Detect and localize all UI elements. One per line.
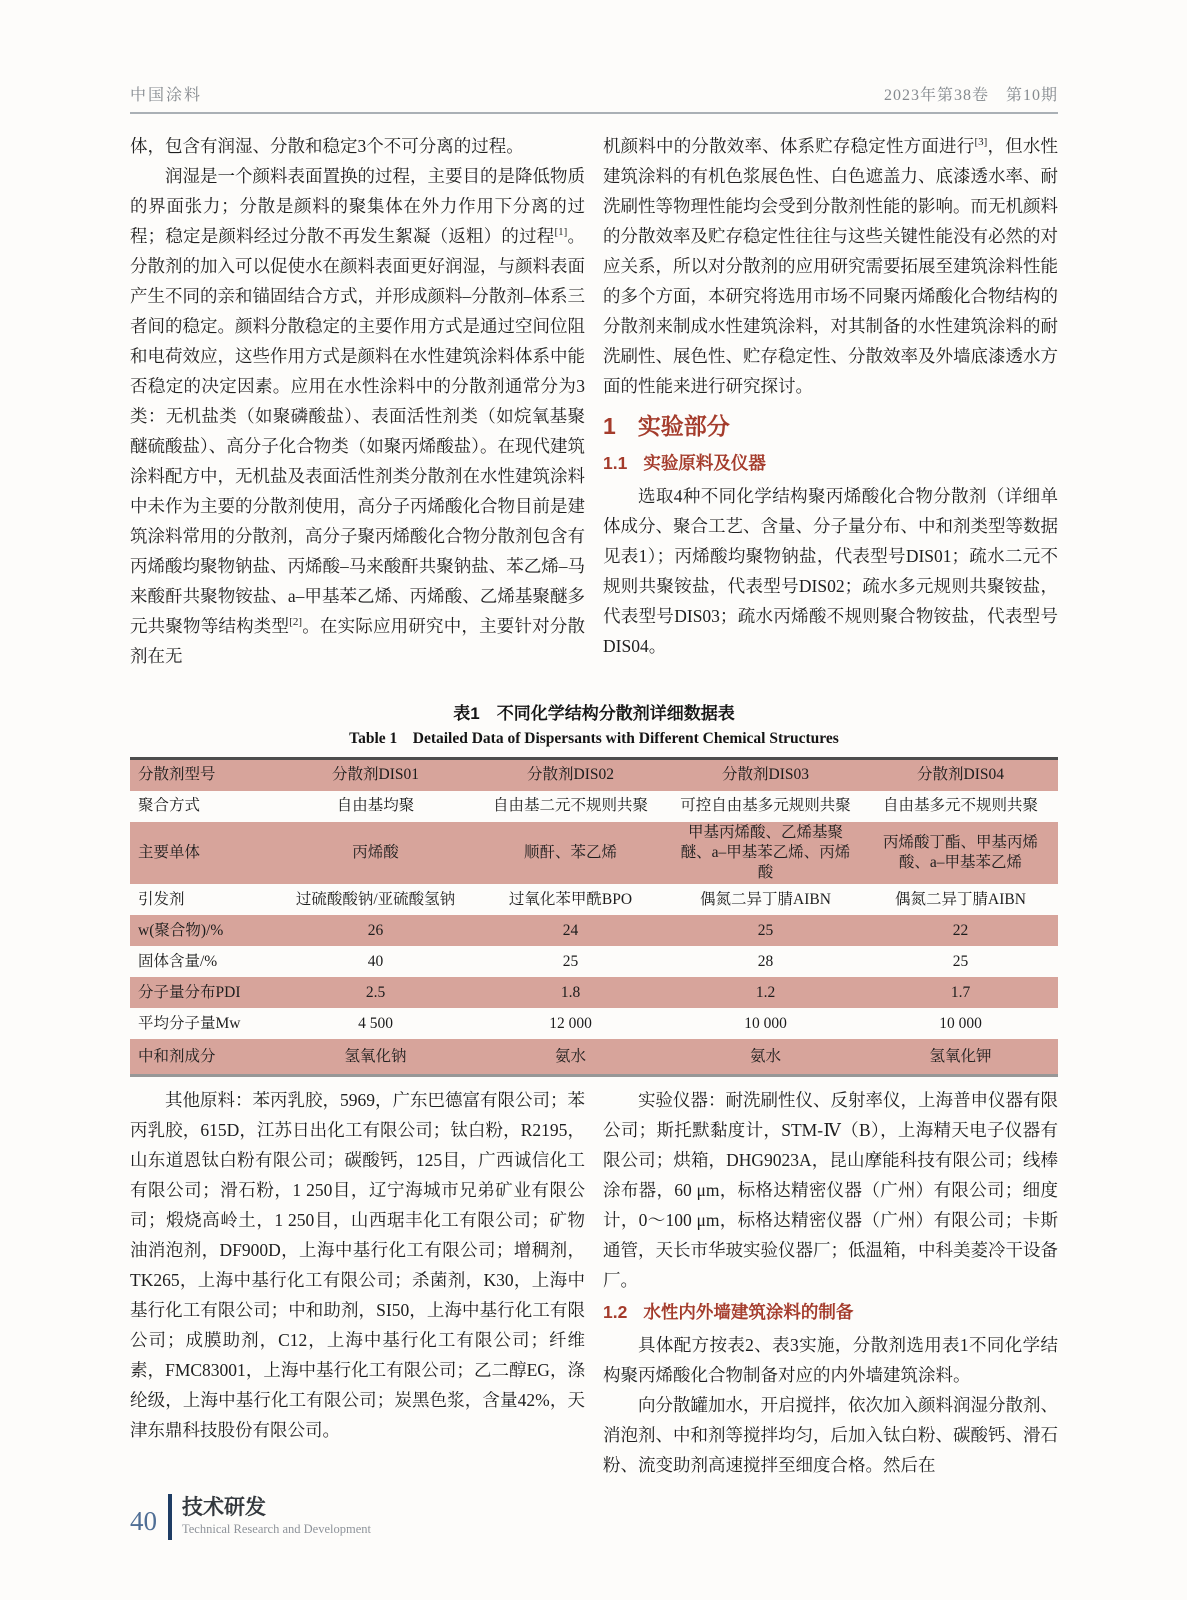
section-number: 1.2: [603, 1302, 628, 1322]
footer-divider-bar: [168, 1494, 172, 1540]
footer-section-en: Technical Research and Development: [182, 1522, 371, 1536]
table-cell: 氨水: [668, 1039, 863, 1076]
section-number: 1.1: [603, 453, 628, 473]
section-heading-1-1: [603, 448, 1058, 478]
footer-section: [182, 1496, 371, 1538]
table-cell: 24: [473, 915, 668, 946]
table-cell: 10 000: [744, 1014, 787, 1032]
table1-caption-en: Table 1 Detailed Data of Dispersants with Different Chemical Structures: [349, 730, 839, 747]
journal-name: 中国涂料: [130, 87, 203, 104]
paragraph: 选取4种不同化学结构聚丙烯酸化合物分散剂（详细单体成分、聚合工艺、含量、分子量分布、中和剂类型等数据见表1）；丙烯酸均聚物钠盐，代表型号DIS01；疏水二元不规则共聚铵盐，代表型号DIS02；疏水多元规则共聚铵盐，代表型号DIS03；疏水丙烯酸不规则聚合物铵盐，代表型号DIS04。: [603, 486, 1058, 656]
table-cell: w(聚合物)/%: [130, 915, 278, 946]
table-cell: 25: [562, 952, 579, 970]
paragraph: 润湿是一个颜料表面置换的过程，主要目的是降低物质的界面张力；分散是颜料的聚集体在外力作用下分离的过程；稳定是颜料经过分散不再发生絮凝（返粗）的过程[1]。分散剂的加入可以促使水在颜料表面更好润湿，与颜料表面产生不同的亲和锚固结合方式，并形成颜料–分散剂–体系三者间的稳定。颜料分散稳定的主要作用方式是通过空间位阻和电荷效应，这些作用方式是颜料在水性建筑涂料体系中能否稳定的决定因素。应用在水性涂料中的分散剂通常分为3类：无机盐类（如聚磷酸盐）、表面活性剂类（如烷氧基聚醚硫酸盐）、高分子化合物类（如聚丙烯酸盐）。在现代建筑涂料配方中，无机盐及表面活性剂类分散剂在水性建筑涂料中未作为主要的分散剂使用，高分子丙烯酸化合物目前是建筑涂料常用的分散剂，高分子聚丙烯酸化合物分散剂包含有丙烯酸均聚物钠盐、丙烯酸–马来酸酐共聚钠盐、苯乙烯–马来酸酐共聚物铵盐、a–甲基苯乙烯、丙烯酸、乙烯基聚醚多元共聚物等结构类型[2]。在实际应用研究中，主要针对分散剂在无: [130, 166, 586, 666]
footer-section-zh: 技术研发: [182, 1496, 266, 1519]
right-column-top: [603, 131, 1058, 671]
table-cell: 丙烯酸: [278, 822, 473, 884]
issue-info: 2023年第38卷 第10期: [883, 87, 1058, 104]
page-footer: [130, 1494, 371, 1540]
table-cell: 分子量分布PDI: [130, 977, 278, 1008]
table-cell: 引发剂: [138, 890, 185, 908]
table-cell: 25: [668, 915, 863, 946]
paragraph: 向分散罐加水，开启搅拌，依次加入颜料润湿分散剂、消泡剂、中和剂等搅拌均匀，后加入钛白粉、碳酸钙、滑石粉、流变助剂高速搅拌至细度合格。然后在: [603, 1395, 1058, 1475]
table-cell: 氢氧化钠: [278, 1039, 473, 1076]
table-cell: 分散剂DIS01: [278, 759, 473, 792]
table-cell: 平均分子量Mw: [138, 1014, 241, 1032]
upper-body: [130, 131, 1058, 671]
left-column-top: [130, 131, 585, 671]
paragraph: 具体配方按表2、表3实施，分散剂选用表1不同化学结构聚丙烯酸化合物制备对应的内外墙建筑涂料。: [603, 1335, 1058, 1385]
table-cell: 分散剂DIS04: [863, 759, 1058, 792]
right-column-bottom: [603, 1085, 1058, 1480]
table-cell: 分散剂型号: [130, 759, 278, 792]
section-title: 实验原料及仪器: [643, 453, 766, 473]
table-cell: 偶氮二异丁腈AIBN: [895, 890, 1026, 908]
table-cell: 1.7: [863, 977, 1058, 1008]
table-row: [130, 1039, 1058, 1076]
table-cell: 自由基二元不规则共聚: [492, 797, 648, 815]
paragraph: 其他原料：苯丙乳胶，5969，广东巴德富有限公司；苯丙乳胶，615D，江苏日出化工有限公司；钛白粉，R2195，山东道恩钛白粉有限公司；碳酸钙，125目，广西诚信化工有限公司；滑石粉，1 250目，辽宁海城市兄弟矿业有限公司；煅烧高岭土，1 250目，山西琚丰化工有限公司；矿物油消泡剂，DF900D，上海中基行化工有限公司；增稠剂，TK265，上海中基行化工有限公司；杀菌剂，K30，上海中基行化工有限公司；中和助剂，SI50，上海中基行化工有限公司；成膜助剂，C12，上海中基行化工有限公司；纤维素，FMC83001，上海中基行化工有限公司；乙二醇EG，涤纶级，上海中基行化工有限公司；炭黑色浆，含量42%，天津东鼎科技股份有限公司。: [130, 1090, 585, 1440]
table-cell: 丙烯酸丁酯、甲基丙烯酸、a–甲基苯乙烯: [863, 822, 1058, 884]
table-cell: 氨水: [473, 1039, 668, 1076]
left-column-bottom: [130, 1085, 585, 1480]
paragraph: 机颜料中的分散效率、体系贮存稳定性方面进行[3]，但水性建筑涂料的有机色浆展色性、白色遮盖力、底漆透水率、耐洗刷性等物理性能均会受到分散剂性能的影响。而无机颜料的分散效率及贮存稳定性往往与这些关键性能没有必然的对应关系，所以对分散剂的应用研究需要拓展至建筑涂料性能的多个方面，本研究将选用市场不同聚丙烯酸化合物结构的分散剂来制成水性建筑涂料，对其制备的水性建筑涂料的耐洗刷性、展色性、贮存稳定性、分散效率及外墙底漆透水方面的性能来进行研究探讨。: [603, 136, 1059, 396]
table-cell: 25: [952, 952, 969, 970]
section-title: 实验部分: [637, 413, 730, 439]
page-number: 40: [130, 1505, 157, 1536]
table-row: [130, 822, 1058, 884]
section-heading-1: [603, 410, 1058, 442]
table1-caption-zh: 表1 不同化学结构分散剂详细数据表: [453, 704, 735, 723]
table-row: [130, 915, 1058, 946]
section-title: 水性内外墙建筑涂料的制备: [643, 1302, 854, 1322]
table-cell: 4 500: [358, 1014, 393, 1032]
table-cell: 分散剂DIS02: [473, 759, 668, 792]
table-row: [130, 946, 1058, 977]
table-cell: 过氧化苯甲酰BPO: [508, 890, 633, 908]
table1-section: [130, 701, 1058, 1077]
table-cell: 26: [278, 915, 473, 946]
table-row: [130, 977, 1058, 1008]
table-cell: 40: [367, 952, 384, 970]
paragraph: 实验仪器：耐洗刷性仪、反射率仪，上海普申仪器有限公司；斯托默黏度计，STM-Ⅳ（B），上海精天电子仪器有限公司；烘箱，DHG9023A，昆山摩能科技有限公司；线棒涂布器，60 μm，标格达精密仪器（广州）有限公司；细度计，0～100 μm，标格达精密仪器（广州）有限公司；卡斯通管，天长市华玻实验仪器厂；低温箱，中科美菱冷干设备厂。: [603, 1090, 1058, 1290]
table-cell: 分散剂DIS03: [668, 759, 863, 792]
section-heading-1-2: [603, 1297, 1058, 1327]
table-cell: 1.2: [668, 977, 863, 1008]
table-cell: 甲基丙烯酸、乙烯基聚醚、a–甲基苯乙烯、丙烯酸: [668, 822, 863, 884]
table-cell: 中和剂成分: [130, 1039, 278, 1076]
table-cell: 可控自由基多元规则共聚: [680, 797, 851, 815]
section-number: 1: [603, 413, 616, 439]
table-row: [130, 884, 1058, 915]
table-cell: 1.8: [473, 977, 668, 1008]
table-cell: 顺酐、苯乙烯: [473, 822, 668, 884]
table-row: [130, 791, 1058, 822]
table-cell: 10 000: [939, 1014, 982, 1032]
table1: [130, 757, 1058, 1077]
table-cell: 自由基多元不规则共聚: [882, 797, 1038, 815]
paragraph: 体，包含有润湿、分散和稳定3个不可分离的过程。: [130, 136, 524, 156]
table-cell: 22: [863, 915, 1058, 946]
table-cell: 氢氧化钾: [863, 1039, 1058, 1076]
table-row-header: [130, 759, 1058, 792]
table-row: [130, 1008, 1058, 1039]
table-cell: 聚合方式: [138, 797, 201, 815]
table-cell: 过硫酸酸钠/亚硫酸氢钠: [295, 890, 456, 908]
table-cell: 2.5: [278, 977, 473, 1008]
table-cell: 28: [757, 952, 774, 970]
running-head: [130, 82, 1058, 114]
table-cell: 偶氮二异丁腈AIBN: [700, 890, 831, 908]
table-cell: 12 000: [549, 1014, 592, 1032]
table-cell: 主要单体: [130, 822, 278, 884]
table-cell: 固体含量/%: [138, 952, 218, 970]
table-cell: 自由基均聚: [336, 797, 415, 815]
lower-body: [130, 1085, 1058, 1480]
